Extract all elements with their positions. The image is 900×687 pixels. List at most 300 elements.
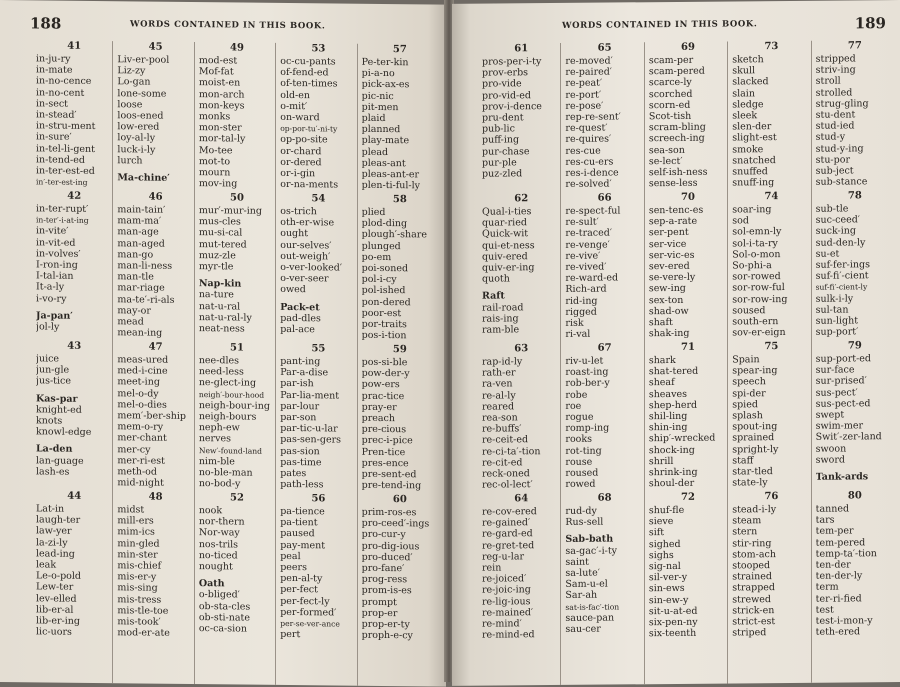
word-entry: Oath [198,578,225,590]
word-entry: plod-ding [361,217,408,230]
lesson-group [199,192,275,343]
word-entry: sul-tan [815,304,849,316]
word-entry: pi-a-no [361,67,395,80]
word-entry: rid-ing [565,295,598,307]
lesson-group [117,341,193,492]
word-entry: romp-ing [565,422,610,435]
word-entry: play-mate [361,135,410,147]
lesson-number: 61 [514,43,529,55]
word-entry: res-cue [565,145,601,157]
word-entry: sur-face [815,364,855,376]
word-entry: pa-tient [280,517,318,529]
lesson-group [36,490,112,641]
word-entry: knight-ed [36,404,82,416]
lesson-number: 44 [67,490,82,502]
word-entry: puff-ing [482,134,520,147]
word-column [811,40,894,683]
word-entry: shuf-fle [648,504,685,517]
word-entry: prec-i-pice [361,435,413,447]
word-entry: shock-ing [648,444,695,456]
word-entry: Mof-fat [198,66,234,78]
word-entry: Ja-pan′ [36,310,73,322]
word-entry: nat-u-ral-ly [198,311,252,324]
word-entry: preach [361,412,395,425]
word-entry: law-yer [36,525,72,538]
word-entry: sighed [648,538,681,550]
word-entry: sov-er-eign [732,327,786,339]
word-entry: I-tal-ian [36,270,74,282]
word-entry: shad-ow [648,305,689,318]
word-entry: pro-vid-ed [482,89,531,102]
word-entry: neigh-bour-ing [198,399,270,412]
word-entry: six-pen-ny [648,616,698,629]
word-entry: su-et [815,248,840,260]
word-entry: re-solved′ [565,178,612,191]
word-entry: Swit′-zer-land [815,431,882,444]
lesson-group [649,42,727,193]
word-entry: re-quires′ [565,133,612,146]
word-entry: quiv-ered [482,251,528,263]
word-entry: re-ward-ed [565,272,619,285]
word-entry: slight-est [732,132,777,144]
word-entry: sauce-pan [565,612,615,624]
word-entry: slacked [732,76,769,88]
word-entry: sor-row-ing [732,293,788,306]
word-entry: min-gled [117,537,160,550]
lesson-group [482,493,560,644]
word-entry: rowed [565,478,596,491]
word-entry: man-li-ness [117,260,173,272]
word-entry: nor-thern [198,516,245,528]
word-column [560,42,643,685]
word-entry: test-i-mon-y [815,615,873,627]
right-page-header [452,12,900,38]
word-entry: rail-road [482,301,524,314]
lesson-number: 51 [230,342,244,354]
word-entry: sun-light [815,315,859,327]
lesson-number: 65 [597,42,612,54]
word-entry: sau-cer [565,623,601,635]
word-entry: shak-ing [648,328,690,340]
word-entry: re-traced′ [565,227,612,240]
word-entry: strapped [732,582,775,594]
word-entry: pres-ence [361,457,409,470]
word-entry: poi-soned [361,262,409,275]
word-entry: prog-ress [361,574,408,586]
word-entry: pol-i-cy [361,274,397,286]
word-entry: i-vo-ry [36,293,67,305]
word-entry: res-i-dence [565,167,619,179]
word-entry: scram-bling [648,121,706,134]
word-entry: sheaves [648,388,687,400]
lesson-group [816,340,894,491]
word-entry: soused [732,305,766,317]
word-entry: Par-a-dise [280,367,329,379]
word-entry: mut-tered [198,238,247,251]
word-entry: sil-ver-y [648,572,688,584]
word-entry: prov-erbs [482,67,529,79]
word-entry: mer-chant [117,432,167,445]
word-entry: or-i-gin [280,167,316,180]
word-entry: neigh-bours [198,411,257,423]
word-entry: plaid [361,112,386,125]
word-entry: mon-arch [198,88,245,101]
word-entry: self-ish-ness [648,166,708,179]
word-entry: in-vite′ [36,225,69,238]
word-entry: oc-ca-sion [198,623,248,635]
word-entry: Tank-ards [815,471,869,483]
lesson-number: 57 [392,44,407,56]
lesson-group [816,490,894,641]
word-entry: nim-ble [198,455,235,468]
word-entry: pert [280,629,301,641]
word-entry: mer-cy [117,443,151,456]
word-entry: prac-tice [361,390,405,402]
word-entry: rigged [565,306,597,318]
word-entry: ob-sta-cles [198,600,251,613]
word-entry: po-em [361,251,392,263]
word-entry: Sab-bath [565,533,614,546]
lesson-group [482,193,560,344]
lesson-number: 53 [311,43,326,55]
word-entry: sur-prised′ [815,375,867,388]
word-entry: suc-ceed′ [815,214,860,226]
word-entry: pay-ment [280,539,326,552]
word-entry: re-venge′ [565,239,610,251]
word-column [727,41,810,684]
word-entry: sig-nal [648,560,681,573]
word-entry: re-ceit-ed [482,434,529,447]
right-word-columns [478,40,894,686]
word-entry: ri-val [565,328,591,341]
word-entry: lev-elled [36,593,77,605]
word-entry: re-gard-ed [482,528,533,541]
word-entry: plunged [361,240,401,252]
word-entry: sprained [732,432,775,444]
word-entry: in-stead′ [36,109,77,121]
word-entry: mourn [198,167,231,179]
word-entry: striv-ing [815,64,856,76]
word-entry: roe [565,400,582,412]
word-entry: man-go [117,249,154,261]
lesson-number: 43 [67,340,82,352]
word-entry: mel-o-dy [117,387,159,400]
word-entry: stir-ring [732,537,772,550]
word-entry: in-ju-ry [36,53,71,65]
word-entry: re-lig-ious [482,595,531,608]
word-entry: ter-ri-fied [815,592,862,605]
word-entry: test [815,604,834,616]
word-entry: o-ver-seer [280,273,329,285]
right-running-title: WORDS CONTAINED IN THIS BOOK. [562,19,758,31]
word-entry: slen-der [732,121,772,133]
lesson-number: 50 [230,192,244,204]
word-entry: soar-ing [732,204,772,216]
word-entry: roast-ing [565,366,609,379]
word-entry: in-tel-li-gent [36,143,95,155]
word-entry: sieve [648,516,674,528]
lesson-group [649,342,727,493]
word-entry: Spain [732,354,760,366]
word-entry: sa-lute′ [565,567,600,579]
word-entry: sat-is-fac′-tion [565,602,620,612]
word-column [357,44,438,687]
word-entry: per-fect [280,584,318,596]
word-entry: in-vit-ed [36,236,76,249]
word-entry: no-ble-man [198,467,253,479]
word-entry: o-ver-looked′ [280,261,342,274]
word-entry: robe [565,389,588,401]
word-entry: sev-ered [648,260,690,273]
word-entry: rap-id-ly [482,356,523,368]
word-entry: juice [36,353,60,365]
word-entry: sub-tle [815,203,849,215]
word-entry: New′-found-land [198,445,263,456]
word-entry: sighs [648,549,674,562]
word-entry: pru-dent [482,112,524,124]
word-entry: par-tic-u-lar [280,423,338,435]
word-entry: meet-ing [117,376,160,389]
word-entry: rais-ing [482,313,519,325]
word-entry: ra-ven [482,378,513,391]
word-entry: temp-ta′-tion [815,548,877,560]
word-entry: spout-ing [732,421,778,433]
word-entry: spied [732,399,758,411]
word-entry: pur-ple [482,157,517,169]
word-entry: re-vived′ [565,261,607,273]
word-entry: mon-keys [198,99,245,112]
word-entry: prim-ros-es [361,506,417,519]
word-entry: scam-pered [648,65,705,78]
word-entry: striped [732,627,767,639]
word-entry: prov-i-dence [482,100,542,113]
word-entry: slain [732,87,755,100]
word-entry: midst [117,504,145,516]
word-entry: re-cov-ered [482,506,537,518]
word-entry: pro-dig-ious [361,540,420,553]
word-entry: prompt [361,596,397,608]
word-entry: lash-es [36,466,70,478]
word-entry: pow-der-y [361,367,410,380]
word-entry: Le-o-pold [36,570,81,583]
word-entry: re-moved′ [565,55,613,67]
word-entry: per-se-ver-ance [280,618,340,629]
lesson-number: 77 [847,40,862,52]
word-entry: strolled [815,87,853,99]
lesson-group [482,343,560,494]
word-entry: shark [648,354,676,367]
word-entry: meas-ured [117,354,169,366]
word-entry: shrill [648,455,674,468]
word-entry: op-po-site [280,134,328,146]
word-entry: sword [815,454,845,466]
word-entry: pic-nic [361,90,394,102]
word-entry: ma-te′-ri-als [117,293,175,306]
word-entry: oth-er-wise [280,217,335,229]
word-entry: rob-ber-y [565,377,610,390]
word-entry: ser-vice [648,238,687,250]
word-entry: out-weigh′ [280,250,331,263]
word-entry: I-ron-ing [36,259,78,271]
word-entry: myr-tle [198,261,234,273]
word-entry: smoke [732,143,764,156]
word-entry: pick-ax-es [361,79,410,91]
word-entry: jol-ly [36,321,60,333]
word-entry: pleas-ant [361,157,406,170]
lesson-group [732,191,810,342]
word-entry: stud-ied [815,120,855,132]
word-entry: sa-gac′-i-ty [565,545,618,557]
lesson-number: 64 [514,493,529,505]
word-entry: Liv-er-pool [117,54,170,66]
word-entry: plen-ti-ful-ly [361,180,421,192]
word-entry: man-age [117,226,159,239]
word-entry: pa-tience [280,505,325,518]
word-entry: or-dered [280,156,322,169]
word-entry: sep-a-rate [648,215,698,228]
word-entry: risk [565,317,584,329]
word-entry: ob-sti-nate [198,611,250,624]
word-entry: scorn-ed [648,99,691,112]
word-entry: pleas-ant-er [361,168,420,181]
word-entry: Rich-ard [565,283,607,296]
word-entry: med-i-cine [117,365,168,377]
word-entry: rooks [565,434,593,446]
word-entry: scarce-ly [648,77,692,89]
word-entry: pit-men [361,101,399,113]
lesson-number: 69 [681,41,695,53]
lesson-number: 78 [847,190,862,202]
lesson-group [649,492,727,643]
word-entry: in-stru-ment [36,120,96,133]
lesson-group [362,44,438,195]
word-entry: scam-per [648,54,694,67]
word-entry: knowl-edge [36,426,92,439]
word-entry: sleek [732,110,758,122]
word-entry: re-quest′ [565,122,608,135]
word-entry: mis-sing [117,582,158,595]
lesson-number: 68 [597,492,612,504]
word-entry: six-teenth [648,628,697,640]
lesson-number: 73 [764,41,779,53]
word-entry: in-sect [36,98,69,110]
word-column [194,42,275,685]
word-entry: stu-dent [815,109,856,121]
word-entry: sud-den-ly [815,236,866,249]
word-entry: stooped [732,560,771,572]
word-entry: sus-pect-ed [815,398,871,410]
word-entry: La-den [36,443,73,456]
word-entry: re-gained′ [482,517,531,529]
word-entry: knots [36,415,63,427]
left-page-header [0,12,446,39]
word-entry: quoth [482,273,510,285]
word-entry: strug-gling [815,98,869,110]
word-entry: pos-si-ble [361,356,408,369]
word-entry: may-or [117,305,151,317]
word-column [478,43,560,686]
word-entry: re-peat′ [565,78,603,90]
word-entry: sub-stance [815,176,868,188]
word-entry: shil-ling [648,410,688,423]
word-entry: pal-ace [280,323,315,336]
word-entry: pol-ished [361,285,406,297]
word-entry: proph-e-cy [361,630,413,642]
word-entry: snuff-ing [732,177,775,189]
word-entry: in-volves′ [36,248,81,260]
word-entry: in-sure′ [36,131,72,144]
word-entry: lead-ing [36,548,75,560]
word-entry: pant-ing [280,355,321,368]
word-entry: ship′-wrecked [648,433,716,445]
word-entry: stroll [815,75,841,88]
word-entry: Sar-ah [565,590,598,602]
word-entry: Liz-zy [117,65,146,77]
word-entry: op-por-tu′-ni-ty [280,124,338,134]
word-entry: stud-y [815,131,846,144]
word-entry: mod-er-ate [117,627,170,640]
word-entry: lib-er-ing [36,615,80,627]
word-entry: puz-zled [482,168,523,180]
word-entry: shoul-der [648,478,695,490]
word-entry: shat-tered [648,365,699,378]
word-entry: strick-en [732,604,775,617]
word-entry: pray-er [361,401,397,413]
word-entry: sin-ews [648,583,685,595]
word-entry: suf-fi′-cient [815,270,869,282]
word-entry: re-gret-ted [482,539,535,552]
lesson-number: 41 [67,40,82,52]
word-entry: sor-rowed [732,271,781,283]
word-entry: lan-guage [36,455,84,467]
lesson-group [649,192,727,343]
word-entry: prop-er-ty [361,618,410,631]
word-entry: re-paired′ [565,66,612,79]
word-entry: mem′-ber-ship [117,410,186,422]
word-entry: of-fend-ed [280,67,329,79]
word-entry: Ma-chine′ [117,172,170,184]
word-entry: ser-pent [648,227,689,239]
word-entry: par-son [280,411,317,424]
word-entry: tanned [815,503,850,515]
word-entry: o-mit′ [280,100,308,113]
word-entry: pre-sent-ed [361,468,417,481]
word-entry: mis-chief [117,560,162,572]
word-entry: mem-o-ry [117,421,164,433]
word-entry: Sam-u-el [565,578,608,591]
word-entry: Scot-tish [648,110,692,123]
word-entry: rouse [565,456,593,468]
word-entry: Lo-gan [117,76,151,88]
word-entry: la-zi-ly [36,536,68,549]
word-entry: star-tled [732,466,773,478]
word-entry: sex-ton [648,294,684,306]
word-entry: prop-er [361,607,398,619]
lesson-group [565,342,643,493]
word-entry: sen-tenc-es [648,204,704,217]
word-entry: strict-est [732,616,776,628]
word-entry: pro-ceed′-ings [361,517,430,530]
word-entry: ten-der-ly [815,570,863,582]
lesson-group [732,341,810,492]
word-column [32,40,112,683]
word-entry: re-mind-ed [482,629,535,641]
word-entry: re-cit-ed [482,457,523,469]
word-entry: staff [732,455,754,467]
word-entry: rec-ol-lect′ [482,479,533,491]
word-entry: tars [815,514,835,526]
word-entry: pub-lic [482,123,515,135]
